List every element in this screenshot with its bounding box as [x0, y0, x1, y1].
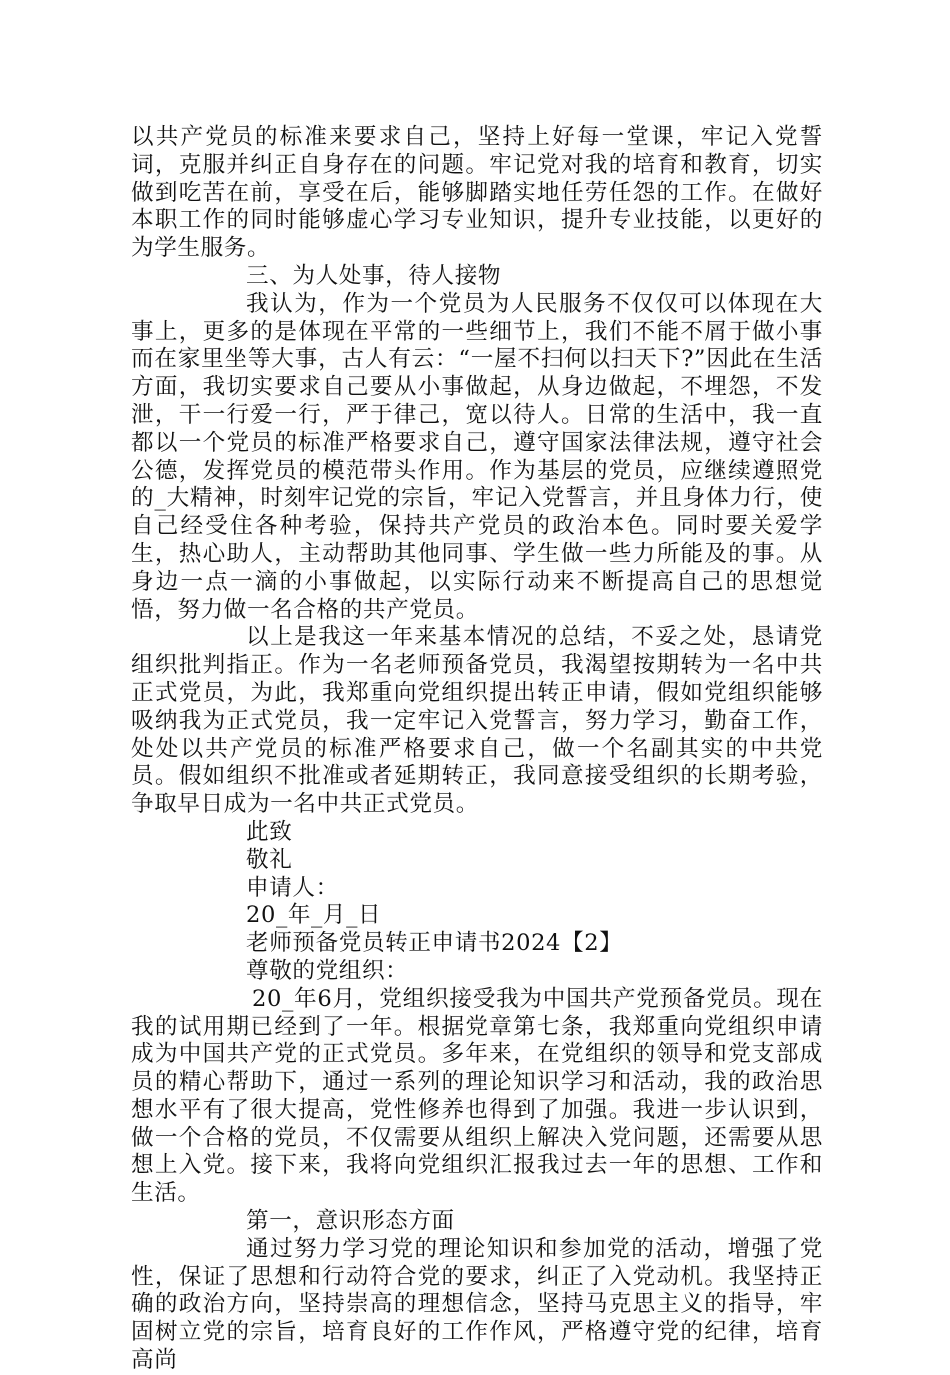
paragraph-continuation: 以共产党员的标准来要求自己，坚持上好每一堂课，牢记入党誓词，克服并纠正自身存在的问题。牢记党对我的培育和教育，切实做到吃苦在前，享受在后，能够脚踏实地任劳任怨的工作。在做好本职工作的同时能够虚心学习专业知识，提升专业技能，以更好的为学生服务。 — [131, 124, 823, 262]
closing-cizhi: 此致 — [246, 818, 293, 845]
section-heading-ideology: 第一，意识形态方面 — [246, 1208, 455, 1235]
paragraph-ideology: 通过努力学习党的理论知识和参加党的活动，增强了党性，保证了思想和行动符合党的要求，纠正了入党动机。我坚持正确的政治方向，坚持崇高的理想信念，坚持马克思主义的指导，牢固树立党的宗旨，培育良好的工作作风，严格遵守党的纪律，培育高尚 — [131, 1235, 823, 1374]
paragraph-summary: 以上是我这一年来基本情况的总结，不妥之处，恳请党组织批判指正。作为一名老师预备党员，我渴望按期转为一名中共正式党员，为此，我郑重向党组织提出转正申请，假如党组织能够吸纳我为正式党员，我一定牢记入党誓言，努力学习，勤奋工作，处处以共产党员的标准严格要求自己，做一个名副其实的中共党员。假如组织不批准或者延期转正，我同意接受组织的长期考验，争取早日成为一名中共正式党员。 — [131, 624, 823, 818]
salutation: 尊敬的党组织： — [246, 957, 409, 984]
closing-jingli: 敬礼 — [246, 846, 293, 873]
second-letter-title: 老师预备党员转正申请书2024【2】 — [246, 930, 623, 957]
document-body — [131, 124, 823, 1375]
paragraph-intro: 20_年6月，党组织接受我为中国共产党预备党员。现在我的试用期已经到了一年。根据党章第七条，我郑重向党组织申请成为中国共产党的正式党员。多年来，在党组织的领导和党支部成员的精心帮助下，通过一系列的理论知识学习和活动，我的政治思想水平有了很大提高，党性修养也得到了加强。我进一步认识到，做一个合格的党员，不仅需要从组织上解决入党问题，还需要从思想上入党。接下来，我将向党组织汇报我过去一年的思想、工作和生活。 — [131, 985, 823, 1207]
section-heading-3: 三、为人处事，待人接物 — [246, 262, 502, 289]
applicant-label: 申请人： — [246, 874, 339, 901]
date-line: 20_年_月_日 — [246, 902, 382, 929]
paragraph-daily-life: 我认为，作为一个党员为人民服务不仅仅可以体现在大事上，更多的是体现在平常的一些细节上，我们不能不屑于做小事而在家里坐等大事，古人有云：“一屋不扫何以扫天下?”因此在生活方面，我切实要求自己要从小事做起，从身边做起，不埋怨，不发泄，干一行爱一行，严于律己，宽以待人。日常的生活中，我一直都以一个党员的标准严格要求自己，遵守国家法律法规，遵守社会公德，发挥党员的模范带头作用。作为基层的党员，应继续遵照党的_大精神，时刻牢记党的宗旨，牢记入党誓言，并且身体力行，使自己经受住各种考验，保持共产党员的政治本色。同时要关爱学生，热心助人，主动帮助其他同事、学生做一些力所能及的事。从身边一点一滴的小事做起，以实际行动来不断提高自己的思想觉悟，努力做一名合格的共产党员。 — [131, 290, 823, 623]
